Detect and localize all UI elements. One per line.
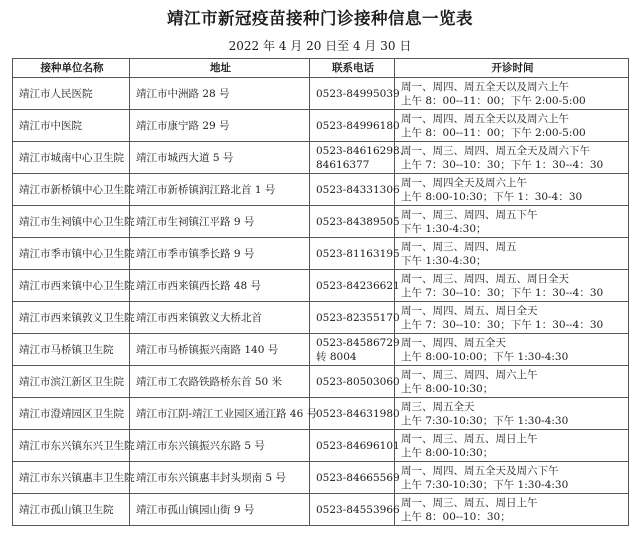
phone-cell-line: 0523-82355170 <box>316 311 400 324</box>
hours-cell-line: 上午 7：30--10：30；下午 1：30--4：30 <box>401 158 604 171</box>
phone-cell <box>310 206 400 238</box>
phone-cell <box>310 334 400 366</box>
unit-name-cell: 靖江市东兴镇惠丰卫生院 <box>13 462 130 494</box>
phone-cell-line: 0523-84996180 <box>316 119 400 132</box>
phone-cell <box>310 430 400 462</box>
phone-cell-line: 0523-81163195 <box>316 247 400 260</box>
address-cell: 靖江市季市镇季长路 9 号 <box>130 238 310 270</box>
phone-cell <box>310 270 400 302</box>
hours-cell-line: 周一、周三、周五、周日上午 <box>401 432 538 445</box>
phone-cell-line: 0523-84616298、 <box>316 144 411 157</box>
phone-cell-line: 84616377 <box>316 158 370 171</box>
hours-cell-line: 上午 8：00--11：00；下午 2:00-5:00 <box>401 94 586 107</box>
hours-cell-line: 上午 8:00-10:30； <box>401 446 494 459</box>
hours-cell-line: 周一、周四、周五全天及周六下午 <box>401 464 559 477</box>
address-cell: 靖江市孤山镇园山街 9 号 <box>130 494 310 526</box>
address-cell: 靖江市西来镇敦义大桥北首 <box>130 302 310 334</box>
address-cell: 靖江市中洲路 28 号 <box>130 78 310 110</box>
clinic-table <box>12 58 629 526</box>
address-cell: 靖江市工农路铁路桥东首 50 米 <box>130 366 310 398</box>
phone-cell-line: 0523-84665569 <box>316 471 400 484</box>
table-row <box>13 398 629 430</box>
address-cell: 靖江市东兴镇惠丰封头坝南 5 号 <box>130 462 310 494</box>
phone-cell <box>310 174 400 206</box>
hours-cell-line: 上午 8:00-10:00；下午 1:30-4:30 <box>401 350 569 363</box>
address-cell: 靖江市新桥镇润江路北首 1 号 <box>130 174 310 206</box>
address-cell: 靖江市马桥镇振兴南路 140 号 <box>130 334 310 366</box>
hours-cell <box>395 366 629 398</box>
hours-cell <box>395 174 629 206</box>
unit-name-cell: 靖江市孤山镇卫生院 <box>13 494 130 526</box>
hours-cell-line: 周一、周三、周四、周五下午 <box>401 208 538 221</box>
hours-cell-line: 上午 8:00-10:30；下午 1：30-4：30 <box>401 190 583 203</box>
unit-name-cell: 靖江市季市镇中心卫生院 <box>13 238 130 270</box>
hours-cell-line: 上午 7：30--10：30；下午 1：30--4：30 <box>401 286 604 299</box>
phone-cell-line: 0523-84631980 <box>316 407 400 420</box>
unit-name-cell: 靖江市东兴镇东兴卫生院 <box>13 430 130 462</box>
unit-name-cell: 靖江市生祠镇中心卫生院 <box>13 206 130 238</box>
table-row <box>13 366 629 398</box>
phone-cell-line: 0523-80503060 <box>316 375 400 388</box>
hours-cell-line: 周一、周三、周四、周五、周日全天 <box>401 272 569 285</box>
phone-cell-line: 0523-84553966 <box>316 503 400 516</box>
hours-cell-line: 周一、周四、周五全天 <box>401 336 506 349</box>
hours-cell-line: 上午 7:30-10:30；下午 1:30-4:30 <box>401 414 569 427</box>
table-row <box>13 174 629 206</box>
hours-cell-line: 周一、周三、周四、周六上午 <box>401 368 538 381</box>
table-row <box>13 142 629 174</box>
address-cell: 靖江市康宁路 29 号 <box>130 110 310 142</box>
unit-name-cell: 靖江市澄靖园区卫生院 <box>13 398 130 430</box>
hours-cell <box>395 110 629 142</box>
unit-name-cell: 靖江市滨江新区卫生院 <box>13 366 130 398</box>
hours-cell-line: 上午 8：00--11：00；下午 2:00-5:00 <box>401 126 586 139</box>
hours-cell-line: 周一、周四全天及周六上午 <box>401 176 527 189</box>
hours-cell <box>395 398 629 430</box>
phone-cell <box>310 78 400 110</box>
hours-cell <box>395 78 629 110</box>
phone-cell-line: 0523-84995039 <box>316 87 400 100</box>
address-cell: 靖江市西来镇西长路 48 号 <box>130 270 310 302</box>
hours-cell-line: 下午 1:30-4:30； <box>401 254 487 267</box>
address-cell: 靖江市江阴-靖江工业园区通江路 46 号 <box>130 398 310 430</box>
hours-cell-line: 周一、周四、周五、周日全天 <box>401 304 538 317</box>
table-row <box>13 334 629 366</box>
unit-name-cell: 靖江市中医院 <box>13 110 130 142</box>
phone-cell <box>310 142 411 174</box>
hours-cell <box>395 142 629 174</box>
hours-cell-line: 上午 8:00-10:30； <box>401 382 494 395</box>
hours-cell-line: 周一、周三、周五、周日上午 <box>401 496 538 509</box>
phone-cell-line: 0523-84586729 <box>316 336 400 349</box>
unit-name-cell: 靖江市新桥镇中心卫生院 <box>13 174 130 206</box>
hours-cell-line: 周三、周五全天 <box>401 400 475 413</box>
hours-cell <box>395 270 629 302</box>
page-title: 靖江市新冠疫苗接种门诊接种信息一览表 <box>167 9 473 28</box>
table-row <box>13 110 629 142</box>
hours-cell-line: 上午 8：00--10：30； <box>401 510 511 523</box>
phone-cell-line: 转 8004 <box>316 350 357 363</box>
table-row <box>13 462 629 494</box>
unit-name-cell: 靖江市马桥镇卫生院 <box>13 334 130 366</box>
table-row <box>13 78 629 110</box>
hours-cell <box>395 462 629 494</box>
hours-cell <box>395 334 629 366</box>
hours-cell-line: 周一、周四、周五全天以及周六上午 <box>401 112 569 125</box>
hours-cell <box>395 238 629 270</box>
address-cell: 靖江市东兴镇振兴东路 5 号 <box>130 430 310 462</box>
unit-name-cell: 靖江市人民医院 <box>13 78 130 110</box>
address-cell: 靖江市城西大道 5 号 <box>130 142 310 174</box>
phone-cell <box>310 366 400 398</box>
header-unit-name: 接种单位名称 <box>13 59 130 78</box>
table-row <box>13 238 629 270</box>
hours-cell-line: 周一、周三、周四、周五 <box>401 240 517 253</box>
phone-cell <box>310 302 400 334</box>
date-range: 2022 年 4 月 20 日至 4 月 30 日 <box>228 39 412 53</box>
phone-cell <box>310 462 400 494</box>
hours-cell <box>395 494 629 526</box>
hours-cell-line: 周一、周三、周四、周五全天及周六下午 <box>401 144 590 157</box>
table-row <box>13 270 629 302</box>
table-header-row <box>13 59 629 78</box>
phone-cell-line: 0523-84696101 <box>316 439 400 452</box>
phone-cell-line: 0523-84236621 <box>316 279 400 292</box>
phone-cell <box>310 398 400 430</box>
address-cell: 靖江市生祠镇江平路 9 号 <box>130 206 310 238</box>
header-hours: 开诊时间 <box>395 59 629 78</box>
table-row <box>13 206 629 238</box>
phone-cell <box>310 494 400 526</box>
phone-cell-line: 0523-84389505 <box>316 215 400 228</box>
phone-cell-line: 0523-84331306 <box>316 183 400 196</box>
phone-cell <box>310 238 400 270</box>
unit-name-cell: 靖江市城南中心卫生院 <box>13 142 130 174</box>
hours-cell <box>395 206 629 238</box>
hours-cell <box>395 302 629 334</box>
unit-name-cell: 靖江市西来镇敦义卫生院 <box>13 302 130 334</box>
phone-cell <box>310 110 400 142</box>
table-row <box>13 302 629 334</box>
hours-cell-line: 上午 7：30--10：30；下午 1：30--4：30 <box>401 318 604 331</box>
table-row <box>13 430 629 462</box>
hours-cell-line: 下午 1:30-4:30； <box>401 222 487 235</box>
hours-cell-line: 上午 7:30-10:30；下午 1:30-4:30 <box>401 478 569 491</box>
hours-cell-line: 周一、周四、周五全天以及周六上午 <box>401 80 569 93</box>
hours-cell <box>395 430 629 462</box>
header-phone: 联系电话 <box>310 59 395 78</box>
table-row <box>13 494 629 526</box>
unit-name-cell: 靖江市西来镇中心卫生院 <box>13 270 130 302</box>
header-address: 地址 <box>130 59 310 78</box>
